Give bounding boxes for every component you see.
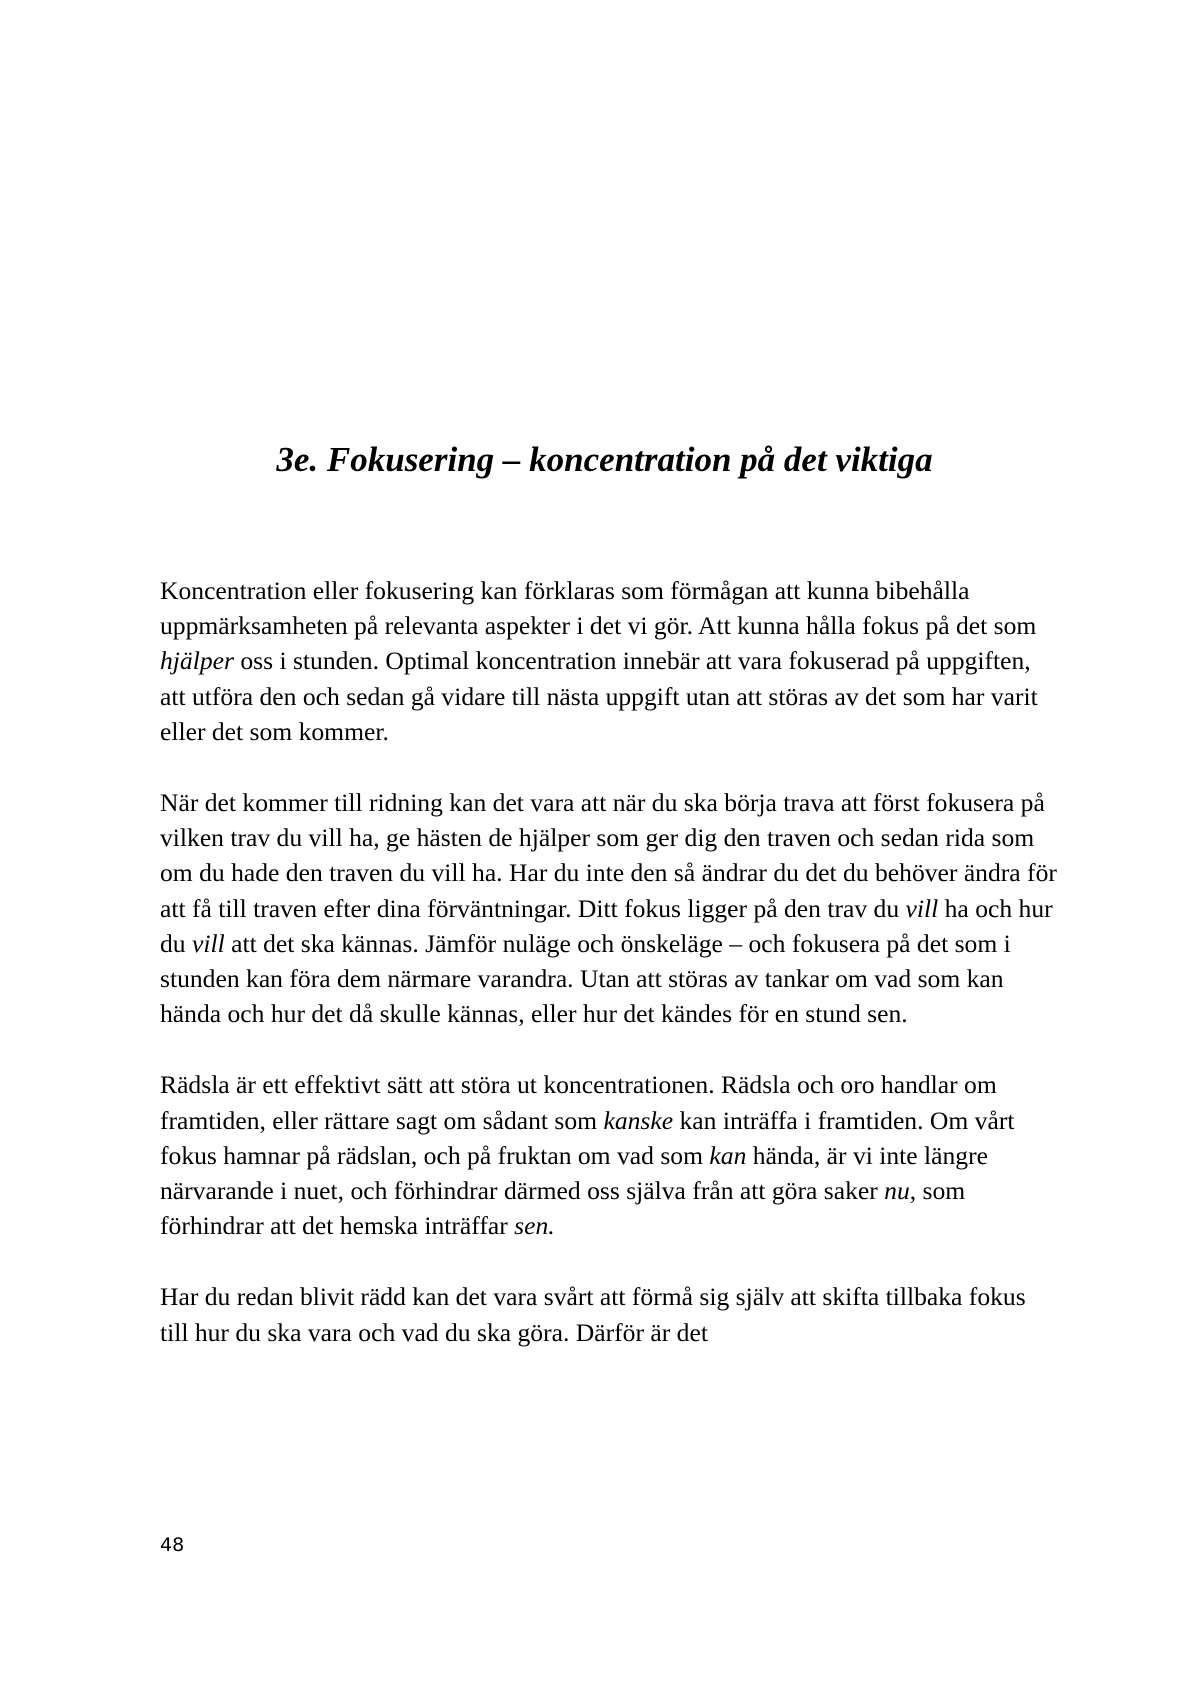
paragraph-text: Koncentration eller fokusering kan förklaras som förmågan att kunna bibehålla uppmärksamheten på relevanta aspekter i det vi gör. Att kunna hålla fokus på det som [160,576,1037,641]
chapter-title: 3e. Fokusering – koncentration på det viktiga [276,440,933,479]
paragraph-text: att det ska kännas. Jämför nuläge och önskeläge – och fokusera på det som i stunden kan föra dem närmare varandra. Utan att störas av tankar om vad som kan hända och hur det då skulle kännas, eller hur det kändes för en stund sen. [160,928,1011,1029]
paragraph [160,573,1060,749]
emphasis-text: kanske [603,1105,674,1135]
paragraph [160,785,1060,1031]
emphasis-text: kan [709,1140,747,1170]
paragraph-text: hända, är vi inte längre närvarande i nuet, och förhindrar därmed oss själva från att göra saker [160,1140,988,1206]
emphasis-text: hjälper [160,646,234,676]
paragraph-text: kan inträffa i framtiden. Om vårt fokus hamnar på rädslan, och på fruktan om vad som [160,1105,1015,1170]
paragraph-text: , som förhindrar att det hemska inträffar [160,1176,966,1241]
paragraph-text: ha och hur du [160,893,1053,958]
paragraph-text: Har du redan blivit rädd kan det vara svårt att förmå sig själv att skifta tillbaka fokus till hur du ska vara och vad du ska göra. Därför är det [160,1282,1026,1347]
paragraph [160,1279,1060,1349]
emphasis-text: vill [905,893,939,923]
page-number: 48 [160,1534,185,1556]
body-text [160,573,1060,1386]
paragraph-text: Rädsla är ett effektivt sätt att störa ut koncentrationen. Rädsla och oro handlar om framtiden, eller rättare sagt om sådant som [160,1070,997,1135]
emphasis-text: nu [884,1176,910,1206]
emphasis-text: sen. [514,1211,555,1241]
paragraph-text: oss i stunden. Optimal koncentration innebär att vara fokuserad på uppgiften, att utföra den och sedan gå vidare till nästa uppgift utan att störas av det som har varit eller det som kommer. [160,646,1038,746]
paragraph-text: När det kommer till ridning kan det vara att när du ska börja trava att först fokusera på vilken trav du vill ha, ge hästen de hjälper som ger dig den traven och sedan rida som om du hade den traven du vill ha. Har du inte den så ändrar du det du behöver ändra för att få till traven efter dina förväntningar. Ditt fokus ligger på den trav du [160,788,1057,923]
emphasis-text: vill [192,928,225,958]
paragraph [160,1067,1060,1243]
